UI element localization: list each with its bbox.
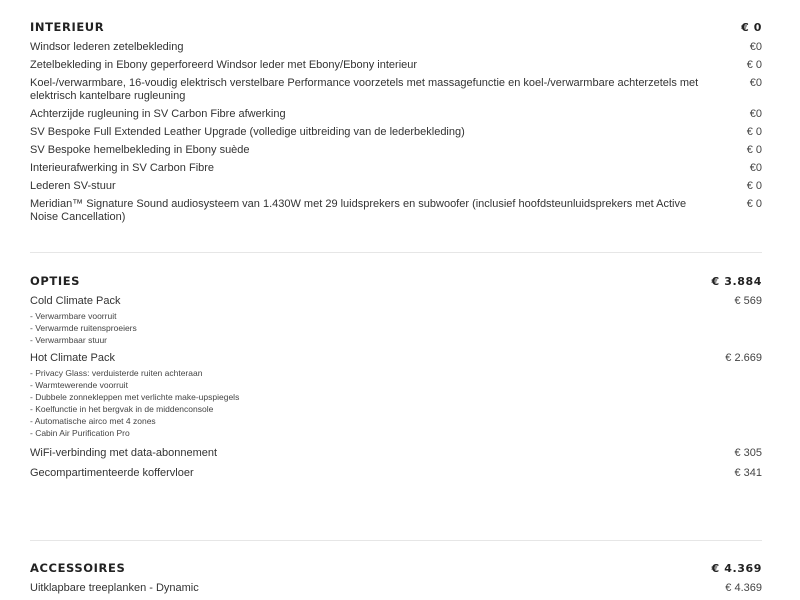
wifi-label: WiFi-verbinding met data-abonnement [30, 446, 218, 459]
interieur-item-label: Koel-/verwarmbare, 16-voudig elektrisch verstelbare Performance voorzetels met massagefunctie en koel-/verwarmbare achterzetels met elektrisch kantelbare rugleuning [30, 76, 699, 102]
interieur-item-label: Lederen SV-stuur [30, 179, 116, 192]
accessoires-header [30, 561, 762, 579]
accessoires-item-label: Uitklapbare treeplanken - Dynamic [30, 581, 199, 594]
wifi-row [30, 444, 762, 462]
interieur-item-price: € 0 [746, 197, 762, 210]
accessoires-item-price: € 4.369 [725, 581, 762, 594]
interieur-row [30, 177, 762, 195]
pack-sub-item: - Privacy Glass: verduisterde ruiten achteraan [30, 368, 203, 378]
accessoires-total: € 4.369 [711, 562, 762, 575]
hot-climate-pack-label: Hot Climate Pack [30, 351, 115, 364]
section-divider [30, 252, 762, 253]
interieur-row [30, 141, 762, 159]
hot-climate-pack-row [30, 349, 762, 367]
interieur-item-label: Zetelbekleding in Ebony geperforeerd Windsor leder met Ebony/Ebony interieur [30, 58, 418, 71]
cold-climate-pack-row [30, 292, 762, 310]
cold-climate-pack-label: Cold Climate Pack [30, 294, 121, 307]
interieur-item-price: €0 [749, 161, 762, 174]
opties-title: OPTIES [30, 274, 81, 288]
accessoires-title: ACCESSOIRES [30, 561, 126, 575]
interieur-item-label: Windsor lederen zetelbekleding [30, 40, 184, 53]
interieur-row [30, 195, 762, 226]
interieur-item-label: Meridian™ Signature Sound audiosysteem van 1.430W met 29 luidsprekers en subwoofer (inclusief hoofdsteunluidsprekers met Active Noise Cancellation) [30, 197, 687, 223]
interieur-header [30, 20, 762, 38]
pack-sub-item: - Automatische airco met 4 zones [30, 416, 156, 426]
interieur-item-price: €0 [749, 40, 762, 53]
interieur-row [30, 38, 762, 56]
interieur-item-label: Achterzijde rugleuning in SV Carbon Fibre afwerking [30, 107, 286, 120]
pack-sub-item: - Koelfunctie in het bergvak in de middenconsole [30, 404, 214, 414]
pack-sub-item: - Cabin Air Purification Pro [30, 428, 130, 438]
interieur-row [30, 74, 762, 105]
pack-sub-item: - Verwarmbaar stuur [30, 335, 107, 345]
interieur-item-price: €0 [749, 107, 762, 120]
accessoires-section [30, 561, 762, 597]
interieur-item-price: € 0 [746, 179, 762, 192]
interieur-total: € 0 [741, 21, 762, 34]
interieur-item-label: SV Bespoke Full Extended Leather Upgrade (volledige uitbreiding van de lederbekleding) [30, 125, 465, 138]
interieur-item-price: € 0 [746, 125, 762, 138]
wifi-price: € 305 [734, 446, 762, 459]
interieur-row [30, 159, 762, 177]
opties-header [30, 274, 762, 292]
interieur-item-price: € 0 [746, 58, 762, 71]
interieur-row [30, 56, 762, 74]
pack-sub-item: - Warmtewerende voorruit [30, 380, 128, 390]
interieur-section [30, 20, 762, 226]
koffervloer-label: Gecompartimenteerde koffervloer [30, 466, 194, 479]
pack-sub-item: - Verwarmbare voorruit [30, 311, 117, 321]
opties-section [30, 274, 762, 482]
interieur-item-price: €0 [749, 76, 762, 89]
koffervloer-price: € 341 [734, 466, 762, 479]
interieur-item-label: SV Bespoke hemelbekleding in Ebony suède [30, 143, 250, 156]
pack-sub-item: - Dubbele zonnekleppen met verlichte make-upspiegels [30, 392, 240, 402]
section-divider [30, 540, 762, 541]
interieur-item-price: € 0 [746, 143, 762, 156]
opties-total: € 3.884 [711, 275, 762, 288]
pack-sub-item: - Verwarmde ruitensproeiers [30, 323, 137, 333]
interieur-title: INTERIEUR [30, 20, 105, 34]
hot-climate-pack-price: € 2.669 [725, 351, 762, 364]
cold-climate-pack-price: € 569 [734, 294, 762, 307]
accessoires-row [30, 579, 762, 597]
interieur-row [30, 105, 762, 123]
koffervloer-row [30, 464, 762, 482]
interieur-item-label: Interieurafwerking in SV Carbon Fibre [30, 161, 215, 174]
interieur-row [30, 123, 762, 141]
